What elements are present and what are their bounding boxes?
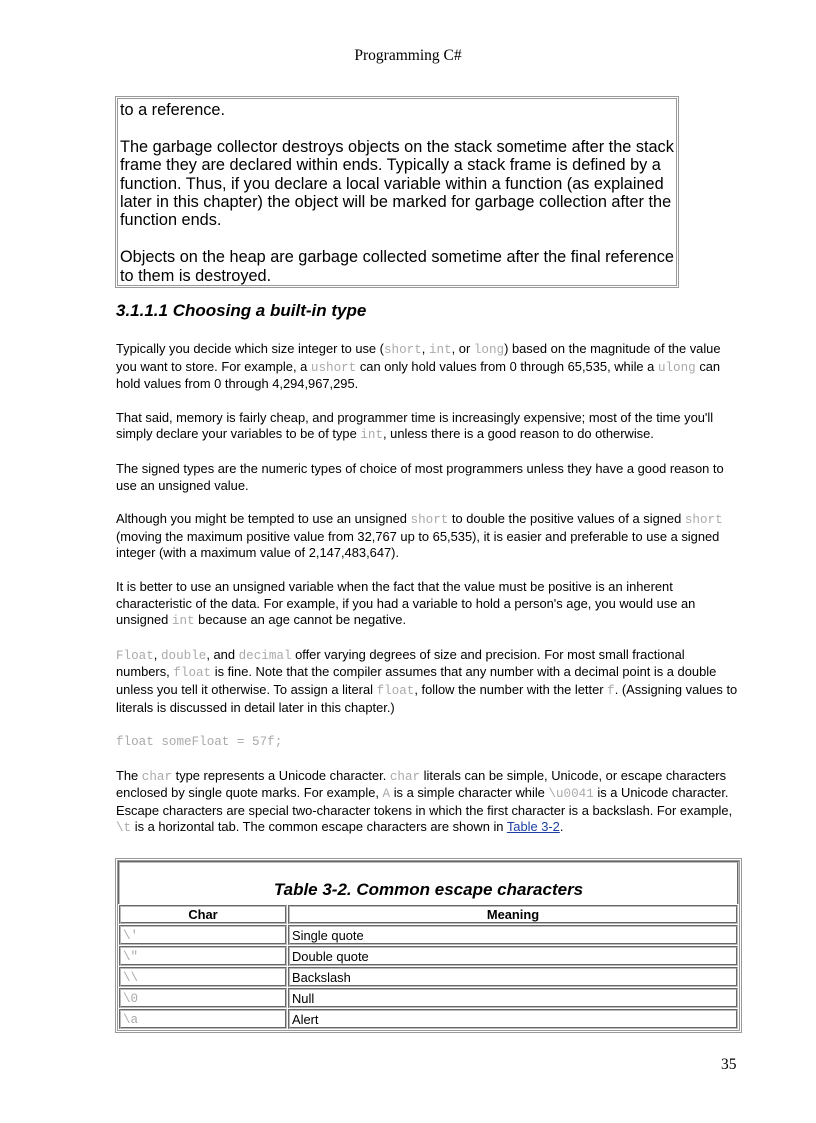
meaning: Single quote bbox=[288, 925, 738, 945]
paragraph bbox=[116, 461, 741, 494]
inline-code: char bbox=[389, 769, 421, 784]
text-run: can only hold values from 0 through 65,535, while a bbox=[356, 358, 658, 374]
table-row bbox=[119, 925, 738, 945]
text-run: , follow the number with the letter bbox=[414, 681, 608, 697]
paragraph bbox=[116, 410, 741, 444]
inline-code: f bbox=[607, 683, 615, 698]
inline-code: ulong bbox=[657, 360, 696, 375]
table-row bbox=[119, 988, 738, 1008]
escape-char: \\ bbox=[123, 971, 139, 985]
text-run: That said, memory is fairly cheap, and programmer time is increasingly expensive; most of the time you'll simply declare your variables to be of type bbox=[116, 409, 714, 442]
inline-code: float someFloat = 57f; bbox=[116, 735, 283, 750]
text-run: type represents a Unicode character. bbox=[172, 767, 390, 783]
text-run: , bbox=[153, 646, 161, 662]
text-run: . (Assigning values to literals is discussed in detail later in this chapter.) bbox=[116, 681, 738, 715]
inline-code: \u0041 bbox=[548, 787, 594, 802]
text-run: literals can be simple, Unicode, or escape characters enclosed by single quote marks. For example, bbox=[116, 767, 727, 801]
text-run: offer varying degrees of size and precision. For most small fractional numbers, bbox=[116, 646, 685, 680]
text-run: The bbox=[116, 767, 142, 783]
inline-code: \t bbox=[116, 821, 132, 836]
text-run: is a simple character while bbox=[390, 785, 549, 801]
text-run: (moving the maximum positive value from 32,767 up to 65,535), it is easier and preferable to use a signed integer (with a maximum value of 2,147,483,647). bbox=[116, 528, 720, 561]
table-row bbox=[119, 967, 738, 987]
text-run: is a horizontal tab. The common escape characters are shown in bbox=[131, 819, 507, 835]
meaning: Double quote bbox=[288, 946, 738, 966]
running-header: Programming C# bbox=[354, 47, 462, 64]
inline-code: double bbox=[160, 648, 207, 663]
inline-code: Float bbox=[116, 648, 154, 663]
escape-characters-table bbox=[115, 858, 742, 1033]
meaning: Backslash bbox=[288, 967, 738, 987]
table-caption: Table 3-2. Common escape characters bbox=[118, 861, 739, 904]
text-run: to double the positive values of a signed bbox=[448, 511, 685, 527]
paragraph bbox=[116, 647, 741, 716]
note-box bbox=[115, 96, 679, 288]
inline-code: A bbox=[382, 787, 391, 802]
table-row bbox=[119, 1009, 738, 1029]
inline-code: int bbox=[428, 343, 452, 357]
table-row bbox=[119, 946, 738, 966]
page-number: 35 bbox=[721, 1056, 737, 1073]
table-link[interactable]: Table 3-2 bbox=[506, 819, 560, 835]
text-run: , unless there is a good reason to do otherwise. bbox=[383, 426, 654, 442]
meaning: Null bbox=[288, 988, 738, 1008]
inline-code: float bbox=[376, 683, 415, 698]
text-run: , bbox=[421, 341, 429, 356]
text-run: can hold values from 0 through 4,294,967,295. bbox=[116, 358, 721, 392]
text-run: The signed types are the numeric types of choice of most programmers unless they have a good reason to use an unsigned value. bbox=[116, 460, 724, 493]
body-text bbox=[116, 341, 741, 854]
inline-code: char bbox=[141, 769, 173, 784]
column-header-meaning: Meaning bbox=[288, 905, 738, 924]
text-run: because an age cannot be negative. bbox=[194, 612, 407, 628]
paragraph bbox=[116, 511, 741, 562]
escape-char: \" bbox=[123, 950, 139, 964]
note-paragraph: to a reference. bbox=[120, 101, 225, 119]
inline-code: short bbox=[383, 343, 422, 357]
inline-code: decimal bbox=[238, 648, 292, 663]
paragraph bbox=[116, 768, 741, 837]
section-heading: 3.1.1.1 Choosing a built-in type bbox=[116, 301, 367, 320]
inline-code: float bbox=[173, 666, 212, 681]
escape-char: \0 bbox=[123, 992, 139, 1006]
inline-code: short bbox=[684, 513, 723, 528]
text-run: Typically you decide which size integer to use ( bbox=[116, 341, 384, 356]
inline-code: int bbox=[171, 614, 195, 629]
text-run: is fine. Note that the compiler assumes that any number with a decimal point is a double unless you tell it otherwise. To assign a literal bbox=[116, 664, 717, 697]
text-run: is a Unicode character. Escape characters are special two-character tokens in which the first character is a backslash. For example, bbox=[116, 785, 733, 818]
column-header-char: Char bbox=[119, 905, 287, 924]
inline-code: long bbox=[473, 343, 505, 357]
text-run: . bbox=[559, 819, 564, 835]
paragraph bbox=[116, 341, 741, 393]
note-paragraph: Objects on the heap are garbage collected sometime after the final reference to them is destroyed. bbox=[120, 248, 674, 285]
text-run: ) based on the magnitude of the value you want to store. For example, a bbox=[116, 341, 721, 374]
code-sample bbox=[116, 733, 741, 751]
note-paragraph: The garbage collector destroys objects on the stack sometime after the stack frame they are declared within ends. Typically a stack frame is defined by a function. Thus, if you declare a local variable within a function (as explained later in this chapter) the object will be marked for garbage collection after the function ends. bbox=[120, 137, 674, 230]
escape-char: \a bbox=[123, 1013, 139, 1027]
paragraph bbox=[116, 579, 741, 630]
text-run: It is better to use an unsigned variable when the fact that the value must be positive is an inherent characteristic of the data. For example, if you had a variable to hold a person's age, you would use an unsigned bbox=[116, 578, 696, 628]
inline-code: ushort bbox=[310, 360, 357, 375]
text-run: , or bbox=[451, 341, 474, 356]
text-run: Although you might be tempted to use an unsigned bbox=[116, 511, 411, 527]
inline-code: short bbox=[410, 513, 449, 528]
meaning: Alert bbox=[288, 1009, 738, 1029]
inline-code: int bbox=[360, 428, 384, 443]
text-run: , and bbox=[206, 646, 239, 662]
escape-char: \' bbox=[123, 929, 139, 943]
